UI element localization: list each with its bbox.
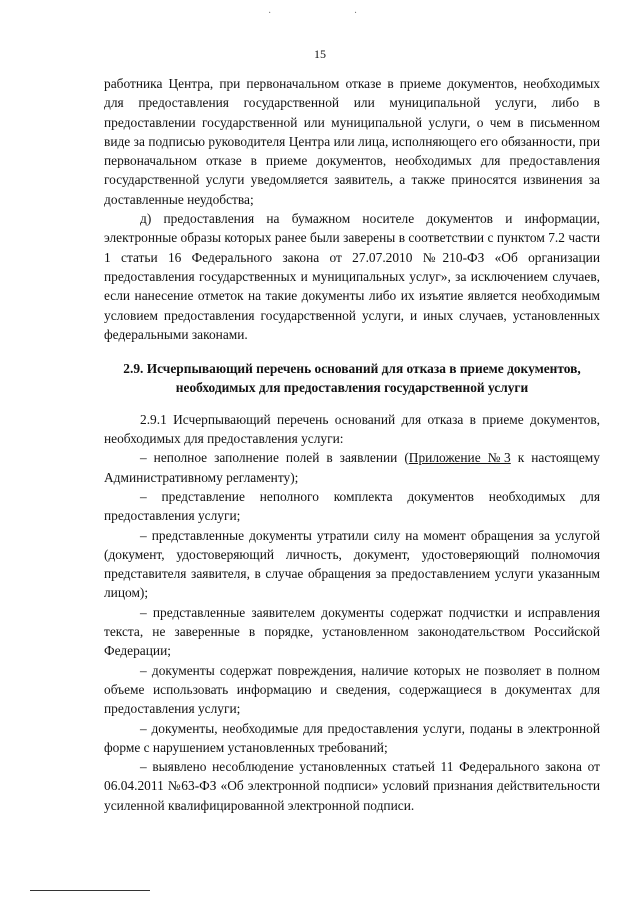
list-item: – документы содержат повреждения, наличие которых не позволяет в полном объеме использовать информацию и сведения, содержащиеся в документах для предоставления услуги; [104,662,600,717]
list-item: – представленные заявителем документы содержат подчистки и исправления текста, не заверенные в порядке, установленном законодательством Российской Федерации; [104,604,600,659]
list-intro: 2.9.1 Исчерпывающий перечень оснований для отказа в приеме документов, необходимых для предоставления услуги: [104,411,600,447]
paragraph-item-d: д) предоставления на бумажном носителе документов и информации, электронные образы которых ранее были заверены в соответствии с пунктом 7.2 части 1 статьи 16 Федерального закона от 27.07.2010 №210-ФЗ «Об организации предоставления государственных и муниципальных услуг», за исключением случаев, если нанесение отметок на такие документы либо их изъятие является необходимым условием предоставления государственной услуги, и иных случаев, установленных федеральными законами. [104,211,600,342]
page-number: 15 [314,47,326,61]
list-item-text: – неполное заполнение полей в заявлении ( [140,450,409,466]
section-heading: 2.9. Исчерпывающий перечень оснований для отказа в приеме документов, необходимых для предоставления государственной услуги [123,361,581,396]
list-item: – выявлено несоблюдение установленных статьей 11 Федерального закона от 06.04.2011 №63-ФЗ «Об электронной подписи» условий признания действительности усиленной квалифицированной электронной подписи. [104,759,600,813]
list-item: – представление неполного комплекта документов необходимых для предоставления услуги; [104,488,600,524]
list-item: – документы, необходимые для предоставления услуги, поданы в электронной форме с нарушением установленных требований; [104,720,600,755]
appendix-link[interactable]: Приложение №3 [408,450,511,466]
footer-divider [30,890,150,891]
list-item: – представленные документы утратили силу на момент обращения за услугой (документ, удостоверяющий личность, документ, удостоверяющий полномочия представителя заявителя, в случае обращения за предоставлением услуги указанным лицом); [104,527,600,601]
scan-artifact: · · [268,8,398,19]
paragraph-continuation: работника Центра, при первоначальном отказе в приеме документов, необходимых для предоставления государственной или муниципальной услуги, либо в предоставлении государственной или муниципальной услуги, о чем в письменном виде за подписью руководителя Центра или лица, исполняющего его обязанности, при первоначальном отказе в приеме документов, необходимых для предоставления государственной услуги уведомляется заявитель, а также приносятся извинения за доставленные неудобства; [104,76,600,207]
document-body [104,74,600,815]
list-item [104,448,600,487]
list-item-text: к настоящему Административному регламенту); [104,450,600,485]
